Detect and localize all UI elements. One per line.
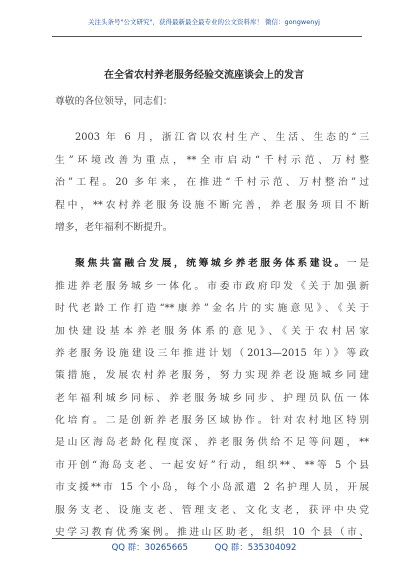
paragraph-2-line: 时代老龄工作打造“**康养”金名片的实施意见》、《关于: [55, 303, 369, 315]
paragraph-1-line: 2003 年 6 月，浙江省以农村生产、生活、生态的“三: [75, 132, 369, 144]
document-body: [55, 91, 369, 544]
footer-qq-group-1: QQ 群：30265665: [111, 543, 188, 553]
paragraph-2-line: 服务支老、设施支老、管理支老、文化支老，获评中央党: [55, 504, 369, 516]
paragraph-2-line: 市开创“海岛支老、一起安好”行动，组织**、**等 5 个县: [55, 459, 369, 471]
top-banner: 关注头条号"公文研究"，获得最新最全最专业的公文资料库！ 微信：gongwenyj: [88, 18, 320, 26]
paragraph-1: [55, 127, 369, 239]
paragraph-2-line: 养老服务设施建设三年推进计划（2013—2015 年）》等政: [55, 347, 369, 359]
paragraph-2-line: 加快建设基本养老服务体系的意见》、《关于农村居家: [55, 325, 369, 337]
top-divider: [52, 36, 362, 37]
paragraph-1-line: 生”环境改善为重点，**全市启动“千村示范、万村整: [55, 154, 369, 166]
paragraph-2-heading: 聚焦共富融合发展，统筹城乡养老服务体系建设。: [75, 258, 347, 270]
paragraph-2-line: 化培育。二是创新养老服务区域协作。针对农村地区特别: [55, 415, 369, 427]
footer: [0, 541, 408, 553]
paragraph-gap: [55, 113, 369, 127]
paragraph-2: [55, 253, 369, 544]
paragraph-2-line: 史学习教育优秀案例。推进山区助老，组织 10 个县（市、: [55, 527, 369, 539]
paragraph-2-first-line: [55, 253, 369, 275]
paragraph-2-line: 推进养老服务城乡一体化。市委市政府印发《关于加强新: [55, 280, 369, 292]
paragraph-2-first-tail: 一是: [346, 258, 369, 270]
paragraph-1-line: 增多，老年福利不断提升。: [55, 221, 173, 233]
document-title: 在全省农村养老服务经验交流座谈会上的发言: [104, 70, 304, 81]
paragraph-1-line: 治”工程。20 多年来，在推进“千村示范、万村整治”过: [55, 177, 369, 189]
paragraph-gap: [55, 239, 369, 253]
paragraph-1-line: 程中，**农村养老服务设施不断完善，养老服务项目不断: [55, 199, 369, 211]
footer-qq-group-2: QQ 群：535304092: [214, 543, 297, 553]
paragraph-2-line: 老年福利城乡同标、养老服务城乡同步、护理员队伍一体: [55, 392, 369, 404]
bottom-divider: [52, 538, 362, 539]
salutation: 尊敬的各位领导，同志们：: [55, 96, 173, 107]
paragraph-2-line: 策措施，发展农村养老服务，努力实现养老设施城乡同建: [55, 370, 369, 382]
paragraph-2-line: 市支援**市 15 个小岛，每个小岛派遣 2 名护理人员，开展: [55, 482, 369, 494]
paragraph-2-line: 是山区海岛老龄化程度深、养老服务供给不足等问题，**: [55, 437, 369, 449]
